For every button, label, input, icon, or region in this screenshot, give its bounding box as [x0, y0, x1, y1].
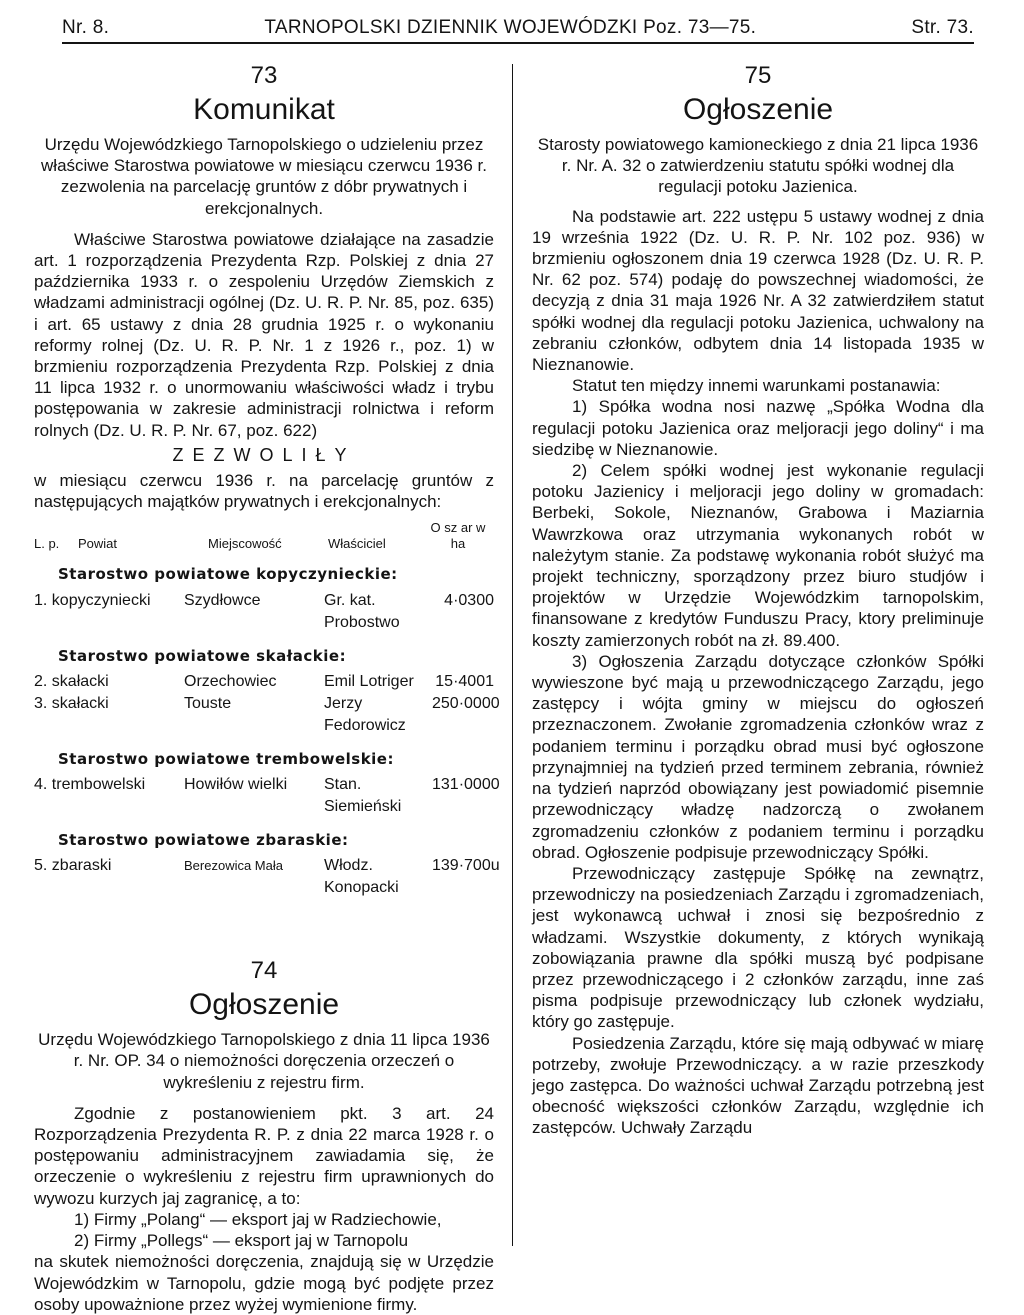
cell-miejscowosc: Szydłowce	[184, 591, 261, 609]
section-74-number: 74	[250, 957, 278, 985]
section-73-number: 73	[250, 62, 278, 89]
section-73-title: Komunikat	[193, 93, 335, 126]
district-heading: Starostwo powiatowe kopyczynieckie:	[58, 565, 398, 584]
section-spacer	[34, 899, 494, 957]
header-wlasciciel: Właściciel	[328, 536, 386, 552]
section-73-intro: Urzędu Wojewódzkiego Tarnopolskiego o udzieleniu przez właściwe Starostwa powiatowe w miesiącu czerwcu 1936 r. zezwolenia na parcelację gruntów z dóbr prywatnych i erekcjonalnych.	[41, 135, 487, 218]
left-column	[34, 62, 500, 1315]
cell-wlasciciel: Jerzy Fedorowicz	[324, 694, 406, 734]
cell-obszar: 4·0300	[444, 591, 494, 609]
cell-wlasciciel: Włodz. Konopacki	[324, 857, 399, 897]
cell-obszar: 139·700u	[432, 857, 500, 875]
cell-powiat: 1. kopyczyniecki	[34, 591, 151, 609]
district-heading: Starostwo powiatowe trembowelskie:	[58, 749, 394, 768]
cell-powiat: 3. skałacki	[34, 694, 109, 712]
section-75-p1: Na podstawie art. 222 ustępu 5 ustawy wodnej z dnia 19 września 1922 (Dz. U. R. P. Nr. 102 poz. 936) w brzmieniu ogłoszonem dnia 19 czerwca 1928 (Dz. U. R. P. Nr. 62 poz. 574) podaję do powszechnej wiadomości, że decyzją z dnia 31 maja 1926 Nr. A 32 zatwierdziłem statut spółki wodnej dla regulacji potoku Jazienica, uchwalony na zebraniu członków, odbytem dnia 14 listopada 1935 w Nieznanowie.	[532, 206, 984, 375]
cell-miejscowosc: Berezowica Mała	[184, 858, 283, 874]
table-row	[34, 671, 494, 693]
header-lp: L. p.	[34, 536, 60, 552]
parcel-group-trembowelskie	[34, 749, 500, 818]
section-74-title: Ogłoszenie	[188, 988, 340, 1022]
header-powiat: Powiat	[78, 536, 118, 552]
cell-powiat: 5. zbaraski	[34, 857, 112, 875]
section-75-p7: Posiedzenia Zarządu, które się mają odbywać w miarę potrzeby, zwołuje Przewodniczący. a w razie przeszkody jego zastępca. Do ważności uchwał Zarządu potrzebną jest obecność większości członków Zarządu, względnie ich zastępców. Uchwały Zarządu	[532, 1033, 984, 1138]
section-75-p2: Statut ten między innemi warunkami postanawia:	[572, 376, 941, 396]
cell-obszar: 15·4001	[435, 672, 494, 690]
cell-wlasciciel: Gr. kat. Probostwo	[324, 591, 400, 631]
cell-obszar: 250·0000	[432, 694, 500, 712]
section-73-zezwolily: ZEZWOLIŁY	[172, 444, 356, 465]
parcel-table-header	[34, 520, 494, 552]
section-74-intro: Urzędu Wojewódzkiego Tarnopolskiego z dnia 11 lipca 1936 r. Nr. OP. 34 o niemożności doręczenia orzeczeń o wykreśleniu z rejestru firm.	[38, 1030, 490, 1092]
journal-title: TARNOPOLSKI DZIENNIK WOJEWÓDZKI Poz. 73—75.	[264, 17, 757, 38]
page-header	[62, 14, 974, 44]
section-75-p3: 1) Spółka wodna nosi nazwę „Spółka Wodna dla regulacji potoku Jazienica oraz meljoracji jego doliny“ i ma siedzibę w Nieznanowie.	[532, 397, 984, 459]
cell-powiat: 2. skałacki	[34, 672, 109, 690]
cell-miejscowosc: Howiłów wielki	[184, 776, 288, 794]
section-74-item-1: 1) Firmy „Polang“ — eksport jaj w Radziechowie,	[74, 1209, 442, 1229]
section-75-title: Ogłoszenie	[682, 93, 834, 126]
parcel-group-skalackie	[34, 646, 500, 737]
table-row	[34, 590, 494, 634]
parcel-group-zbaraskie	[34, 830, 500, 899]
cell-powiat: 4. trembowelski	[34, 776, 146, 794]
table-row	[34, 693, 500, 737]
section-75-p4: 2) Celem spółki wodnej jest wykonanie regulacji potoku Jazienicy i meljoracji jego doliny w gromadach: Berbeki, Sokole, Nieznanów, Grabowa i Maziarnia Wawrzkowa oraz utrzymania wykonanych robót w należytym stanie. Za podstawę wykonania robót służyć ma projekt techniczny, sporządzony przez biuro studjów i projektów w Urzędzie Wojewódzkim tarnopolskim, finansowane z kredytów Funduszu Pracy, ktory preliminuje koszty zamierzonych robót na zł. 89.400.	[532, 461, 984, 650]
cell-wlasciciel: Stan. Siemieński	[324, 776, 402, 816]
section-75-p5: 3) Ogłoszenia Zarządu dotyczące członków Spółki wywieszone być mają u przewodniczącego Zarządu, jego zastępcy i wójta gminy w miejscu do ogłoszeń przeznaczonem. Zwołanie zgromadzenia członków wraz z podaniem terminu i porządku obrad musi być ogłoszone przynajmniej na tydzień przed terminem zebrania, również na tydzień naprzód obowiązany jest powiadomić pisemnie przewodniczący władzę nadzorczą o zwołanem zgromadzeniu członków z podaniem terminu i porządku obrad. Ogłoszenie podpisuje przewodniczący Spółki.	[532, 651, 984, 862]
district-heading: Starostwo powiatowe skałackie:	[58, 646, 347, 665]
right-column	[532, 62, 984, 1139]
cell-miejscowosc: Touste	[184, 694, 232, 712]
cell-miejscowosc: Orzechowiec	[184, 672, 277, 690]
table-row	[34, 774, 500, 818]
section-74-item-2: 2) Firmy „Pollegs“ — eksport jaj w Tarnopolu	[74, 1231, 409, 1251]
cell-obszar: 131·0000	[432, 776, 500, 794]
section-73-body: Właściwe Starostwa powiatowe działające na zasadzie art. 1 rozporządzenia Prezydenta Rzp. Polskiej z dnia 27 października 1933 r. o zespoleniu Urzędów Ziemskich z władzami administracji ogólnej (Dz. U. R. P. Nr. 85, poz. 635) i art. 65 ustawy z dnia 28 grudnia 1925 r. o wykonaniu reformy rolnej (Dz. U. R. P. Nr. 1 z 1926 r., poz. 1) w brzmieniu rozporządzenia Prezydenta Rzp. Polskiej z dnia 11 lipca 1932 r. o unormowaniu właściwości władz i trybu postępowania w zakresie administracji rolnictwa i reform rolnych (Dz. U. R. P. Nr. 67, poz. 622)	[34, 229, 494, 440]
issue-number: Nr. 8.	[62, 17, 110, 38]
section-75-intro: Starosty powiatowego kamioneckiego z dnia 21 lipca 1936 r. Nr. A. 32 o zatwierdzeniu statutu spółki wodnej dla regulacji potoku Jazienica.	[537, 135, 979, 197]
district-heading: Starostwo powiatowe zbaraskie:	[58, 831, 349, 850]
parcel-group-kopyczynieckie	[34, 564, 494, 633]
cell-wlasciciel: Emil Lotriger	[324, 672, 414, 690]
section-74-p1: Zgodnie z postanowieniem pkt. 3 art. 24 Rozporządzenia Prezydenta R. P. z dnia 22 marca 1928 r. o postępowaniu administracyjnem zawiadamia się, że orzeczenie o wykreśleniu z rejestru firm uprawnionych do wywozu kurzych jaj zagranicę, a to:	[34, 1103, 494, 1208]
page-number: Str. 73.	[911, 17, 974, 38]
section-73-after: w miesiącu czerwcu 1936 r. na parcelację gruntów z następujących majątków prywatnych i erekcjonalnych:	[34, 471, 494, 512]
section-75-p6: Przewodniczący zastępuje Spółkę na zewnątrz, przewodniczy na posiedzeniach Zarządu i zgromadzeniach, jest wykonawcą uchwał i znosi się bezpośrednio z władzami. Wszystkie dokumenty, z których wynikają zobowiązania prawne dla spółki muszą być podpisane przez przewodniczącego i 2 członków zarządu, inne zaś pisma podpisuje przewodniczący lub członek wydziału, który go zastępuje.	[532, 863, 984, 1032]
table-row	[34, 855, 500, 899]
header-obszar: O sz ar w ha	[430, 520, 486, 552]
section-74-p2: na skutek niemożności doręczenia, znajdują się w Urzędzie Wojewódzkim w Tarnopolu, gdzie mogą być podjęte przez osoby upoważnione przez wyżej wymienione firmy.	[34, 1252, 494, 1314]
column-divider	[512, 64, 513, 1246]
header-miejscowosc: Miejscowość	[208, 536, 282, 552]
section-75-number: 75	[744, 62, 772, 89]
